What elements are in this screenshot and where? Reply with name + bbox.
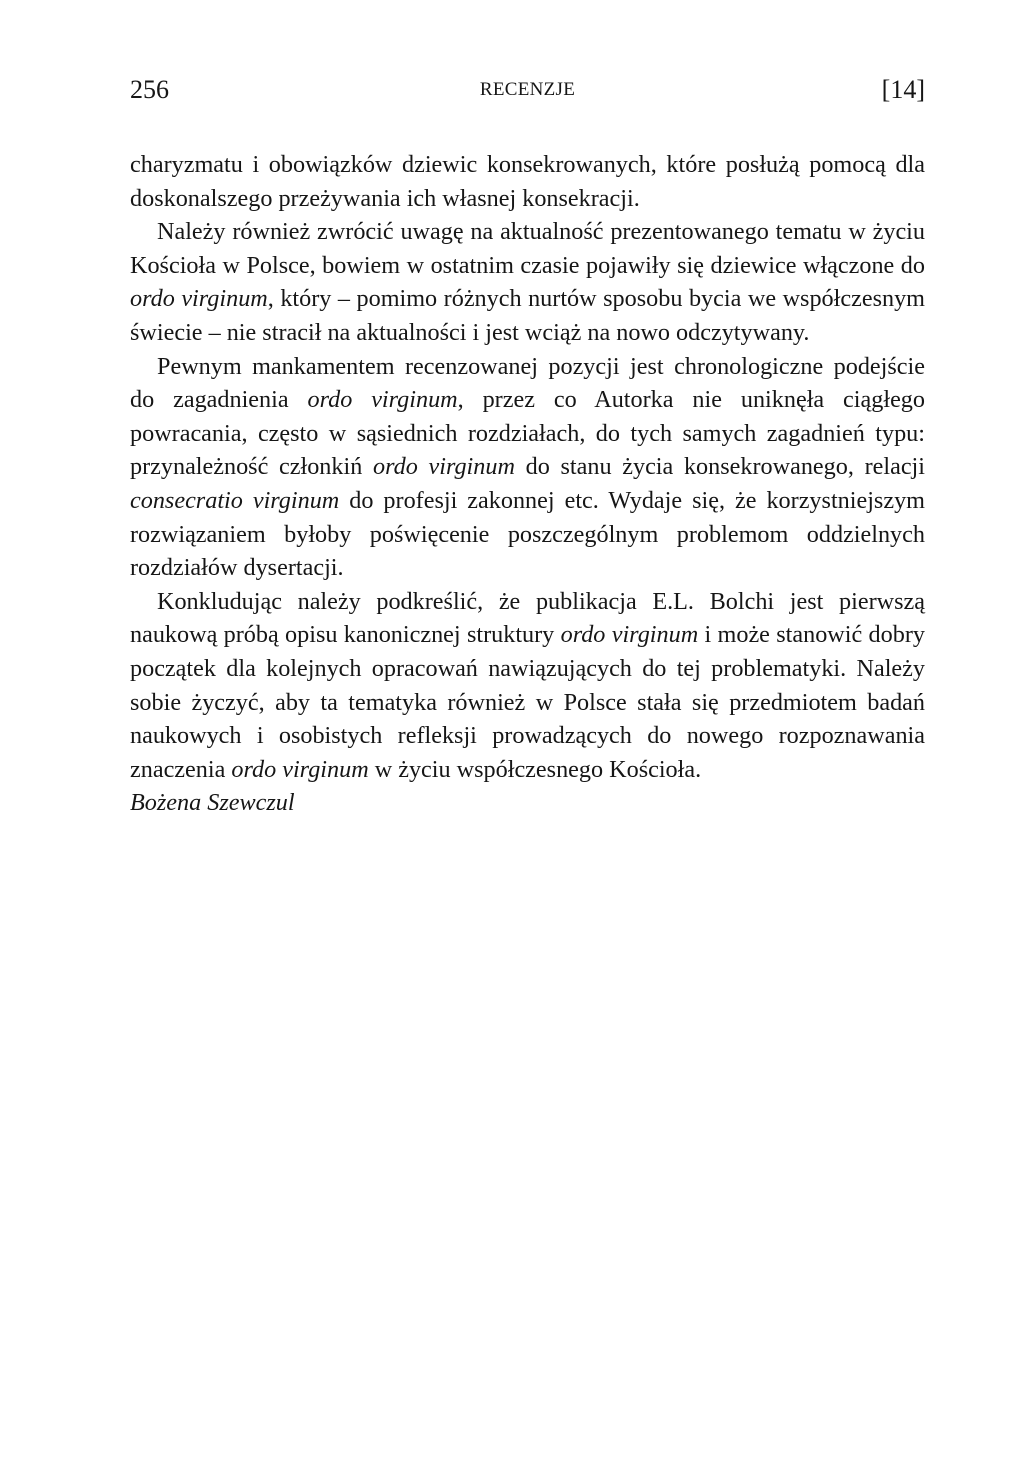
latin-term: consecratio virginum bbox=[130, 486, 340, 514]
author-signature: Bożena Szewczul bbox=[130, 789, 295, 817]
latin-term: ordo virginum bbox=[307, 386, 458, 414]
section-title: RECENZJE bbox=[479, 79, 576, 100]
latin-term: ordo virginum bbox=[231, 755, 369, 783]
paragraph-4-text: w życiu współczesnego Kościoła. bbox=[368, 755, 702, 783]
page-number: 256 bbox=[130, 75, 169, 104]
review-body bbox=[130, 148, 925, 820]
paragraph-2 bbox=[130, 215, 925, 349]
latin-term: ordo virginum bbox=[560, 621, 699, 649]
paragraph-4 bbox=[130, 585, 925, 787]
page bbox=[130, 70, 925, 820]
paragraph-4-text: Konkludując należy podkreślić, że publikacja E.L. Bolchi jest pierwszą naukową próbą opisu kanonicznej struktury bbox=[130, 587, 925, 649]
paragraph-3-text: , przez co Autorka nie uniknęła ciągłego powracania, często w sąsiednich rozdziałach, do tych samych zagadnień typu: przynależność członkiń bbox=[130, 386, 925, 481]
running-head bbox=[130, 70, 925, 110]
paragraph-2-text: Należy również zwrócić uwagę na aktualność prezentowanego tematu w życiu Kościoła w Polsce, bowiem w ostatnim czasie pojawiły się dziewice włączone do bbox=[130, 218, 925, 279]
paragraph-3-text: do stanu życia konsekrowanego, relacji bbox=[514, 453, 925, 481]
paragraph-3 bbox=[130, 350, 925, 585]
paragraph-2-text: , który – pomimo różnych nurtów sposobu bycia we współczesnym świecie – nie stracił na aktualności i jest wciąż na nowo odczytywany. bbox=[130, 285, 925, 346]
paragraph-3-text: Pewnym mankamentem recenzowanej pozycji jest chronologiczne podejście do zagadnienia bbox=[130, 352, 925, 414]
latin-term: ordo virginum bbox=[373, 453, 515, 481]
paragraph-1: charyzmatu i obowiązków dziewic konsekrowanych, które posłużą pomocą dla doskonalszego przeżywania ich własnej konsekracji. bbox=[130, 151, 925, 212]
paragraph-4-text: i może stanowić dobry początek dla kolejnych opracowań nawiązujących do tej problematyki. Należy sobie życzyć, aby ta tematyka również w Polsce stała się przedmiotem badań naukowych i osobistych refleksji prowadzących do nowego rozpoznawania znaczenia bbox=[130, 621, 925, 783]
latin-term: ordo virginum bbox=[130, 285, 268, 313]
folio-number: [14] bbox=[881, 75, 925, 104]
paragraph-3-text: do profesji zakonnej etc. Wydaje się, że korzystniejszym rozwiązaniem byłoby poświęcenie poszczególnym problemom oddzielnych rozdziałów dysertacji. bbox=[130, 486, 925, 582]
